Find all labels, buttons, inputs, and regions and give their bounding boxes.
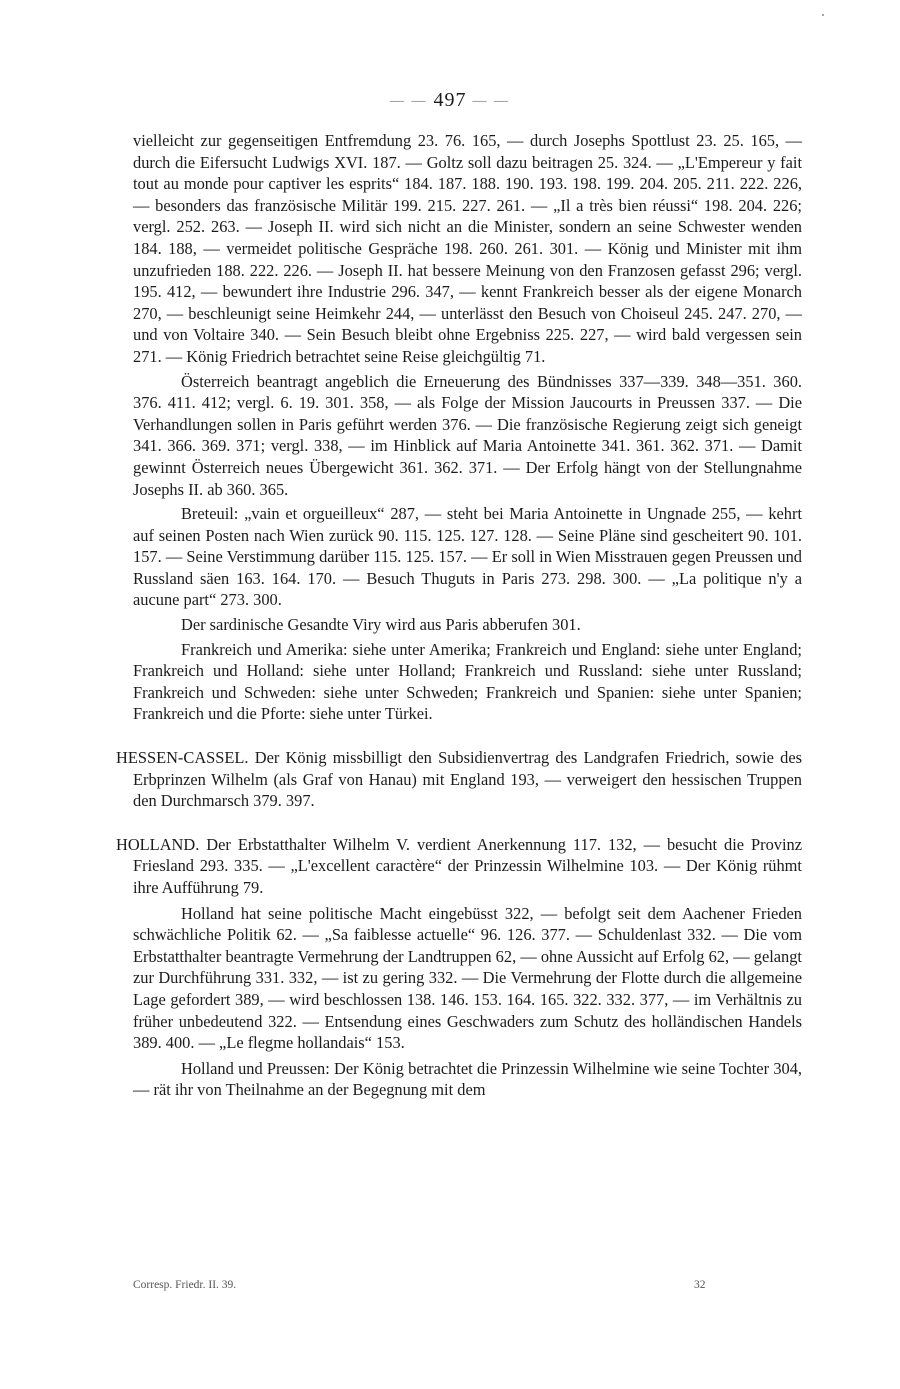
paragraph-cross-references: Frankreich und Amerika: siehe unter Amerika; Frankreich und England: siehe unter England; Frankreich und Holland: siehe unter Holland; Frankreich und Russland: siehe unter Russland; Frankreich und Schweden: siehe unter Schweden; Frankreich und Spanien: siehe unter Spanien; Frankreich und die Pforte: siehe unter Türkei.	[133, 639, 802, 724]
paragraph-continuation: vielleicht zur gegenseitigen Entfremdung 23. 76. 165, — durch Josephs Spottlust 23. 25. 165, — durch die Eifersucht Ludwigs XVI. 187. — Goltz soll dazu beitragen 25. 324. — „L'Empereur y fait tout au monde pour captiver les esprits“ 184. 187. 188. 190. 193. 198. 199. 204. 205. 211. 222. 226, — besonders das französische Militär 199. 215. 227. 261. — „Il a très bien réussi“ 198. 204. 226; vergl. 252. 263. — Joseph II. wird sich nicht an die Minister, sondern an seine Schwester wenden 184. 188, — vermeidet politische Gespräche 198. 260. 261. 301. — König und Minister mit ihm unzufrieden 188. 222. 226. — Joseph II. hat bessere Meinung von den Franzosen gefasst 296; vergl. 195. 412, — bewundert ihre Industrie 296. 347, — kennt Frankreich besser als der eigene Monarch 270, — beschleunigt seine Heimkehr 244, — unterlässt den Besuch von Choiseul 245. 247. 270, — und von Voltaire 340. — Sein Besuch bleibt ohne Ergebniss 225. 227, — wird bald vergessen sein 271. — König Friedrich betrachtet seine Reise gleichgültig 71.	[133, 131, 802, 366]
paragraph-breteuil: Breteuil: „vain et orgueilleux“ 287, — steht bei Maria Antoinette in Ungnade 255, — kehrt auf seinen Posten nach Wien zurück 90. 115. 125. 127. 128. — Seine Pläne sind gescheitert 90. 101. 157. — Seine Verstimmung darüber 115. 125. 157. — Er soll in Wien Misstrauen gegen Preussen und Russland säen 163. 164. 170. — Besuch Thuguts in Paris 273. 298. 300. — „La politique n'y a aucune part“ 273. 300.	[133, 504, 802, 610]
footer-signature: Corresp. Friedr. II. 39.	[133, 1279, 237, 1291]
paragraph-holland-preussen: Holland und Preussen: Der König betrachtet die Prinzessin Wilhelmine wie seine Tochter 304, — rät ihr von Theilnahme an der Begegnung mit dem	[133, 1058, 802, 1100]
entry-hessen-cassel	[116, 747, 802, 812]
entry-heading: HESSEN-CASSEL.	[116, 748, 249, 768]
entry-text: Der Erbstatthalter Wilhelm V. verdient Anerkennung 117. 132, — besucht die Provinz Friesland 293. 335. — „L'excellent caractère“ der Prinzessin Wilhelmine 103. — Der König rühmt ihre Aufführung 79.	[133, 834, 802, 897]
page-content	[116, 130, 802, 1104]
entry-holland	[116, 834, 802, 1101]
footer-sheet-number: 32	[694, 1279, 706, 1291]
paragraph-sardinien: Der sardinische Gesandte Viry wird aus Paris abberufen 301.	[181, 615, 581, 635]
scan-mark	[822, 14, 824, 16]
entry-heading: HOLLAND.	[116, 834, 200, 854]
paragraph-oesterreich: Österreich beantragt angeblich die Erneuerung des Bündnisses 337—339. 348—351. 360. 376. 411. 412; vergl. 6. 19. 301. 358, — als Folge der Mission Jaucourts in Preussen 337. — Die Verhandlungen sollen in Paris geführt werden 376. — Die französische Regierung zeigt sich geneigt 341. 366. 369. 371; vergl. 338, — im Hinblick auf Maria Antoinette 341. 361. 362. 371. — Damit gewinnt Österreich neues Übergewicht 361. 362. 371. — Der Erfolg hängt von der Stellungnahme Josephs II. ab 360. 365.	[133, 371, 802, 499]
page-number: — — 497 — —	[390, 89, 510, 111]
page-number-value: 497	[433, 89, 467, 111]
entry-text: Der König missbilligt den Subsidienvertrag des Landgrafen Friedrich, sowie des Erbprinzen Wilhelm (als Graf von Hanau) mit England 193, — verweigert den hessischen Truppen den Durchmarsch 379. 397.	[133, 748, 802, 811]
paragraph-holland-macht: Holland hat seine politische Macht eingebüsst 322, — befolgt seit dem Aachener Frieden schwächliche Politik 62. — „Sa faiblesse actuelle“ 96. 126. 377. — Schuldenlast 332. — Die vom Erbstatthalter beantragte Vermehrung der Landtruppen 62, — ohne Aussicht auf Erfolg 62, — gelangt zur Durchführung 331. 332, — ist zu gering 332. — Die Vermehrung der Flotte durch die allgemeine Lage gefordert 389, — wird beschlossen 138. 146. 153. 164. 165. 322. 332. 377, — im Verhältnis zu früher unbedeutend 322. — Entsendung eines Geschwaders zum Schutz des holländischen Handels 389. 400. — „Le flegme hollandais“ 153.	[133, 903, 802, 1053]
